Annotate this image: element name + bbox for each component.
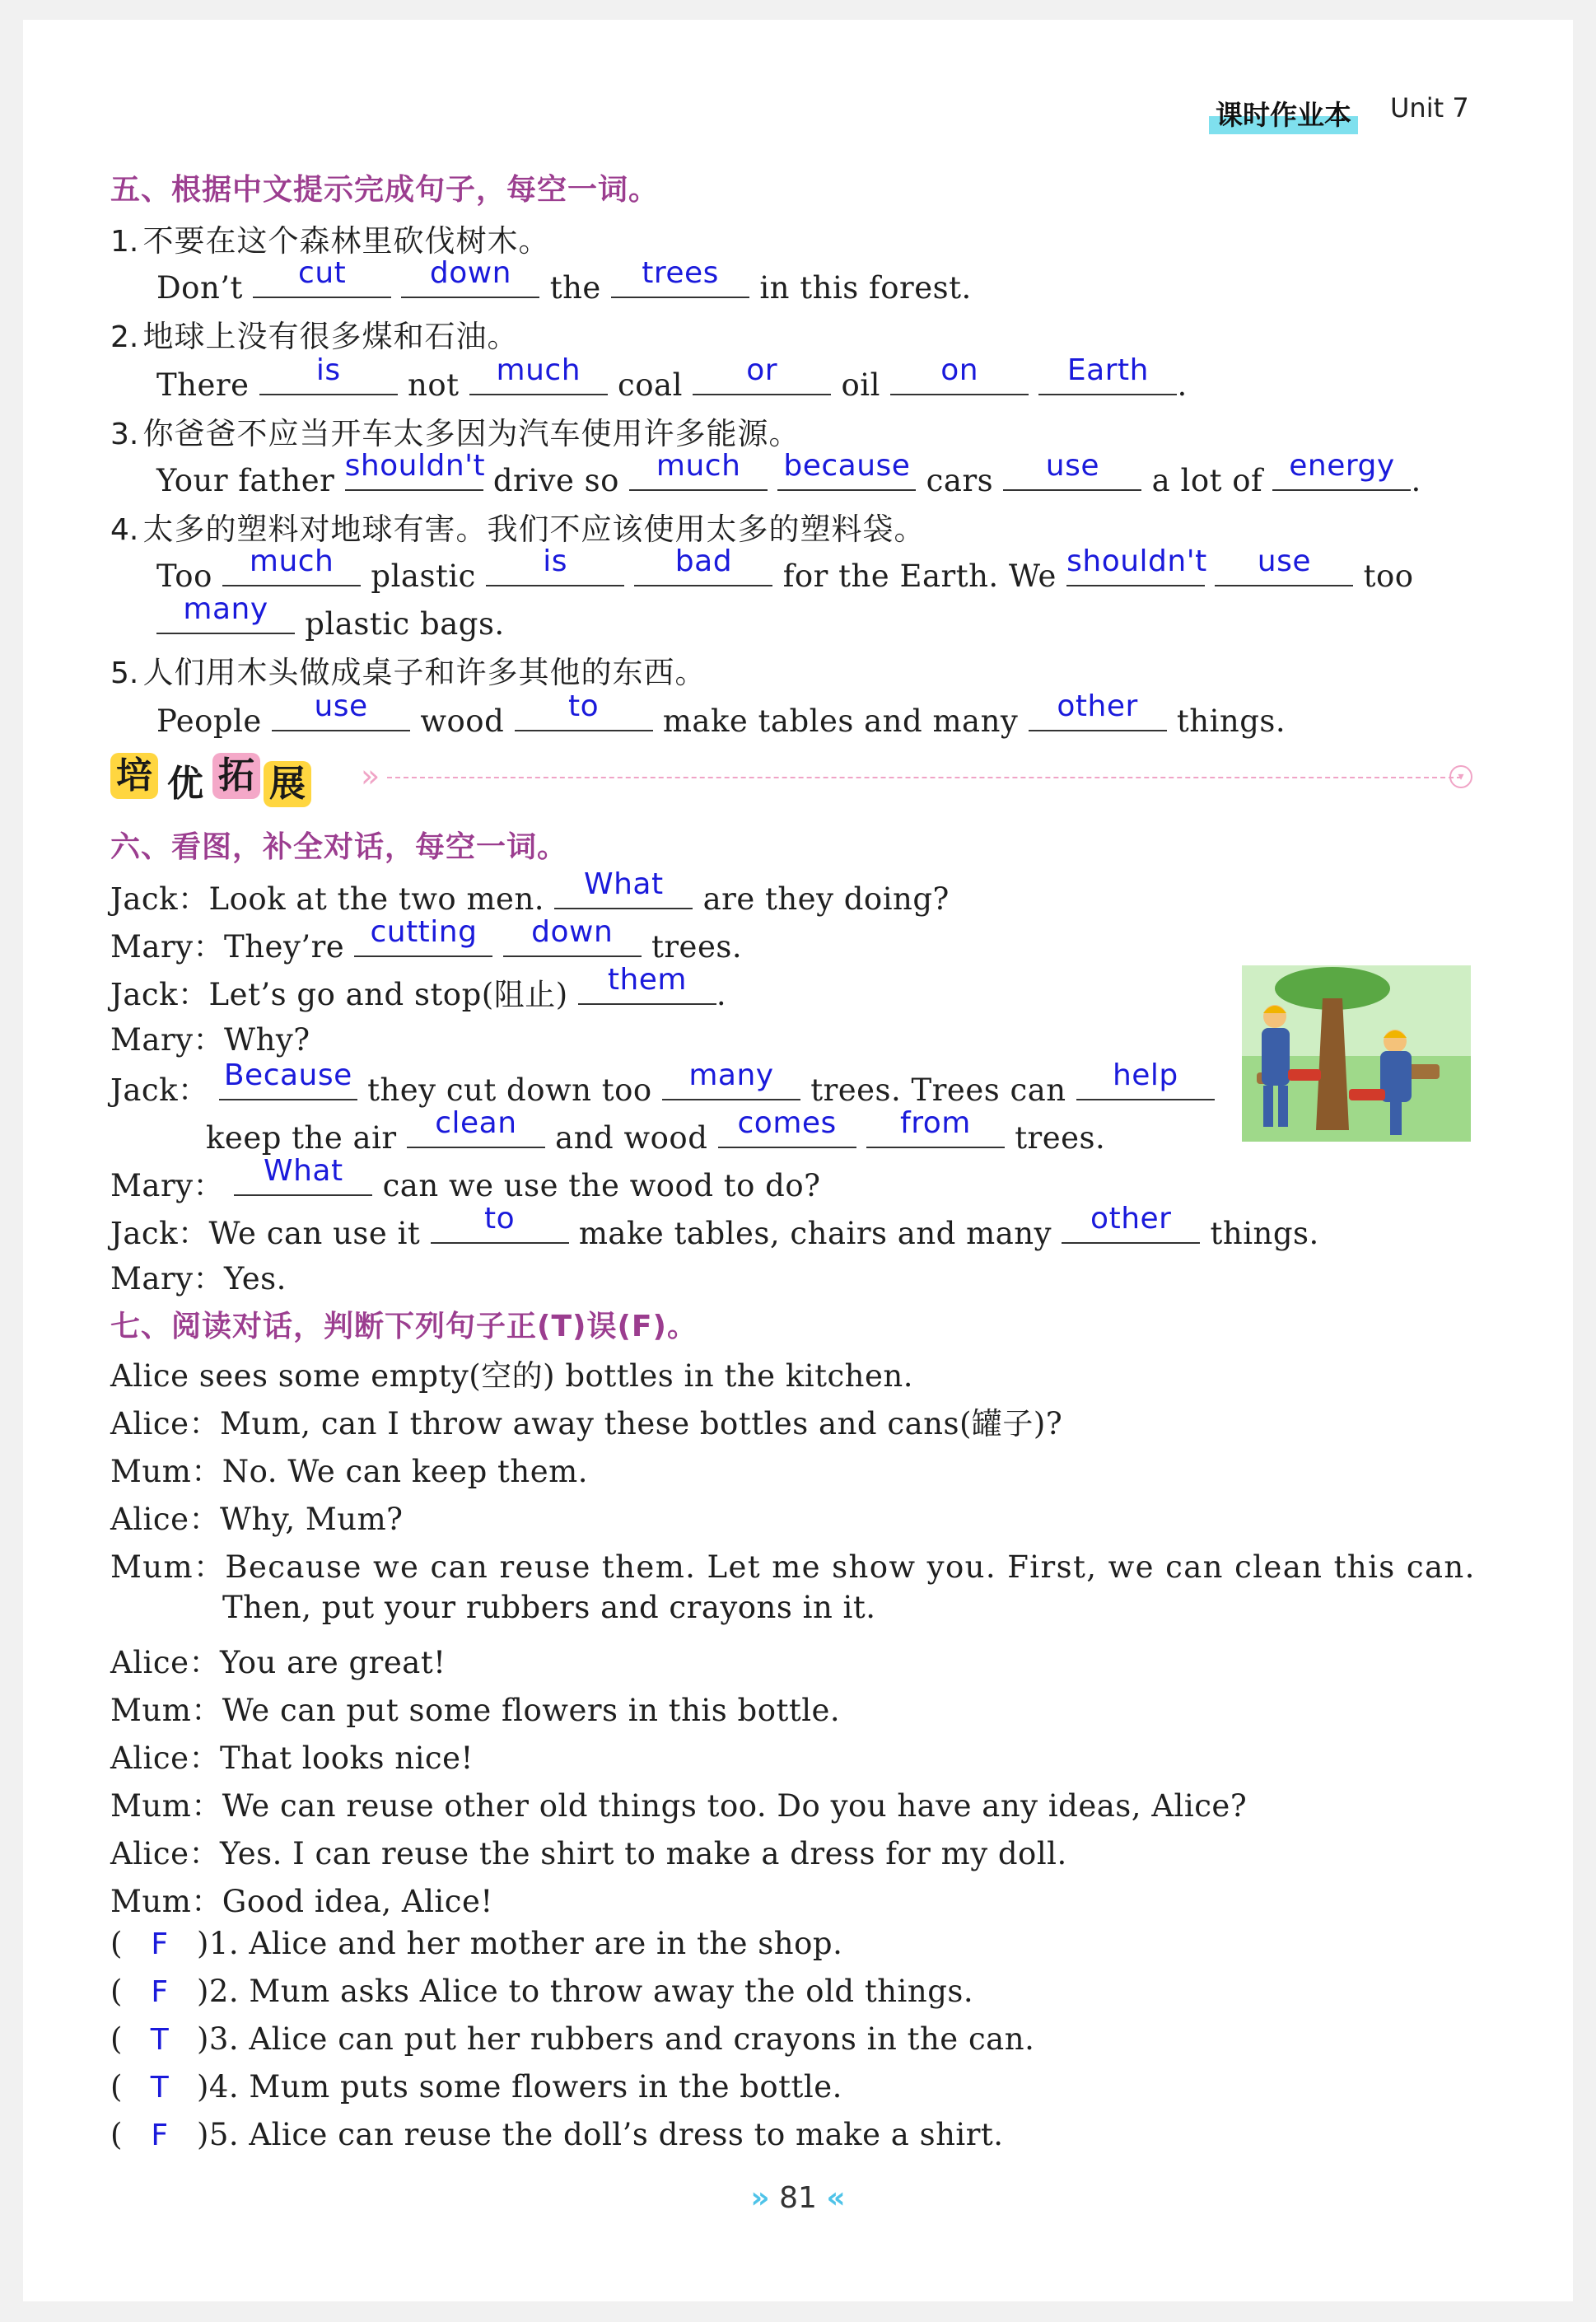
answer-blank[interactable]	[1062, 1202, 1200, 1244]
answer-text: comes	[737, 1106, 837, 1140]
answer-blank[interactable]	[1215, 544, 1353, 586]
answer-blank[interactable]	[554, 867, 693, 909]
answer-blank[interactable]	[259, 353, 398, 395]
answer-blank[interactable]	[1076, 1058, 1215, 1100]
tf-answer[interactable]: F	[151, 1975, 169, 2009]
answer-text: because	[783, 449, 911, 483]
section-banner	[110, 753, 315, 805]
answer-text: cutting	[370, 915, 478, 949]
dialog-line: Mum：No. We can keep them.	[110, 1454, 588, 1489]
answer-text: them	[607, 963, 687, 997]
answer-text: What	[584, 867, 664, 901]
answer-text: to	[567, 689, 600, 723]
banner-char: 展	[264, 761, 311, 807]
answer-text: Earth	[1066, 353, 1149, 387]
answer-text: many	[183, 592, 268, 626]
answer-blank[interactable]	[611, 256, 749, 298]
answer-text: bad	[674, 544, 733, 578]
item-number: 1.	[110, 225, 139, 259]
answer-blank[interactable]	[503, 915, 642, 957]
answer-blank[interactable]	[693, 353, 831, 395]
answer-blank[interactable]	[234, 1154, 372, 1196]
page-number	[0, 2181, 1596, 2215]
answer-blank[interactable]	[662, 1058, 800, 1100]
answer-text: use	[314, 689, 368, 723]
dialog-line: Alice：Why, Mum?	[110, 1502, 404, 1537]
answer-text: much	[249, 544, 334, 578]
s5-item-1-en	[156, 256, 972, 306]
judge-item-2: ( F )2. Mum asks Alice to throw away the old things.	[110, 1974, 974, 2009]
answer-text: down	[531, 915, 614, 949]
banner-arrows-icon: »	[361, 758, 380, 794]
answer-text: energy	[1289, 449, 1395, 483]
s6-line-9: Mary：Yes.	[110, 1261, 287, 1296]
dialog-line: Mum：Good idea, Alice!	[110, 1884, 493, 1919]
answer-text: trees	[642, 256, 719, 290]
answer-text: Because	[223, 1058, 352, 1092]
answer-blank[interactable]	[1029, 689, 1167, 731]
section-5-title: 五、根据中文提示完成句子，每空一词。	[110, 173, 660, 207]
s5-item-4-en-line2: many plastic bags.	[156, 596, 505, 642]
answer-blank[interactable]	[1272, 449, 1411, 491]
answer-blank[interactable]	[272, 689, 410, 731]
answer-blank[interactable]	[578, 963, 716, 1005]
page-number-value: 81	[779, 2181, 817, 2215]
judge-item-3: ( T )3. Alice can put her rubbers and crayons in the can.	[110, 2021, 1035, 2057]
answer-text: shouldn't	[1066, 544, 1207, 578]
s5-item-4-cn: 4. 太多的塑料对地球有害。我们不应该使用太多的塑料袋。	[110, 512, 926, 547]
answer-text: down	[429, 256, 511, 290]
answer-text: cut	[298, 256, 347, 290]
s6-line-6: keep the air clean and wood comes from trees.	[206, 1106, 1106, 1156]
answer-text: shouldn't	[344, 449, 486, 483]
answer-text: is	[543, 544, 568, 578]
answer-blank[interactable]	[407, 1106, 545, 1148]
answer-blank[interactable]	[469, 353, 608, 395]
text: in this forest.	[759, 270, 972, 306]
section-7-title: 七、阅读对话，判断下列句子正(T)误(F)。	[110, 1310, 698, 1343]
answer-blank[interactable]	[401, 256, 539, 298]
answer-text: other	[1090, 1202, 1172, 1236]
dialog-line: Alice：That looks nice!	[110, 1740, 474, 1776]
answer-blank[interactable]	[718, 1106, 856, 1148]
answer-blank[interactable]	[253, 256, 391, 298]
dialog-line: Mum：We can put some flowers in this bottle.	[110, 1693, 841, 1728]
worker-leg	[1278, 1086, 1288, 1127]
s5-item-4-en-line1: Too much plastic is bad for the Earth. We shouldn't use too	[156, 544, 1414, 594]
tf-answer[interactable]: F	[151, 1927, 169, 1961]
banner-dashed-divider	[387, 777, 1462, 778]
s5-item-5-en: People use wood to make tables and many other things.	[156, 689, 1286, 739]
judge-item-5: ( F )5. Alice can reuse the doll’s dress to make a shirt.	[110, 2117, 1004, 2152]
s6-line-7: Mary： What can we use the wood to do?	[110, 1154, 821, 1203]
tf-answer[interactable]: T	[150, 2071, 170, 2105]
s6-line-2: Mary：They’re cutting down trees.	[110, 915, 743, 965]
answer-blank[interactable]	[777, 449, 916, 491]
answer-text: use	[1257, 544, 1311, 578]
s5-item-2-cn: 2. 地球上没有很多煤和石油。	[110, 319, 519, 354]
answer-blank[interactable]	[222, 544, 361, 586]
s5-item-2-en: There is not much coal or oil on Earth .	[156, 353, 1188, 403]
answer-blank[interactable]	[1038, 353, 1177, 395]
text: the	[549, 270, 601, 306]
chainsaw-icon	[1288, 1069, 1321, 1081]
text: Don’t	[156, 270, 243, 306]
section-6-title: 六、看图，补全对话，每空一词。	[110, 830, 568, 864]
dialog-line: Mum：We can reuse other old things too. Do you have any ideas, Alice?	[110, 1788, 1248, 1824]
answer-text: What	[264, 1154, 343, 1188]
dialog-line: Alice：You are great!	[110, 1645, 446, 1680]
banner-end-icon: ▾	[1449, 765, 1472, 788]
answer-blank[interactable]	[486, 544, 624, 586]
banner-char: 培	[110, 753, 158, 799]
answer-text: many	[688, 1058, 774, 1092]
s5-item-1-cn	[110, 216, 549, 260]
judge-item-1: ( F )1. Alice and her mother are in the shop.	[110, 1926, 843, 1961]
worker-body	[1262, 1028, 1290, 1086]
answer-text: clean	[435, 1106, 517, 1140]
answer-text: much	[656, 449, 741, 483]
answer-blank[interactable]	[344, 449, 486, 491]
answer-blank[interactable]	[1003, 449, 1141, 491]
answer-text: to	[483, 1202, 516, 1236]
tf-answer[interactable]: F	[151, 2119, 169, 2152]
banner-char: 优	[167, 763, 203, 805]
answer-blank[interactable]	[219, 1058, 357, 1100]
chinese-prompt: 不要在这个森林里砍伐树木。	[142, 223, 550, 259]
header-book-title: 课时作业本	[1209, 94, 1358, 134]
answer-text: is	[315, 353, 341, 387]
answer-text: help	[1112, 1058, 1178, 1092]
answer-text: other	[1057, 689, 1138, 723]
s6-line-4: Mary：Why?	[110, 1022, 310, 1058]
s5-item-3-en: Your father shouldn't drive so much because cars use a lot of energy .	[156, 449, 1421, 498]
header-unit-label: Unit 7	[1390, 92, 1469, 124]
answer-text: from	[900, 1106, 971, 1140]
answer-blank[interactable]	[1066, 544, 1207, 586]
tf-answer[interactable]: T	[150, 2023, 170, 2057]
answer-text: much	[496, 353, 581, 387]
dialog-line: Alice：Mum, can I throw away these bottles and cans(罐子)?	[110, 1406, 1063, 1441]
answer-text: use	[1045, 449, 1100, 483]
answer-blank[interactable]	[354, 915, 492, 957]
s5-item-3-cn: 3. 你爸爸不应当开车太多因为汽车使用许多能源。	[110, 416, 800, 451]
s6-line-3: Jack：Let’s go and stop(阻止) them .	[110, 963, 727, 1012]
dialog-line: Mum：Because we can reuse them. Let me show you. First, we can clean this can.	[110, 1549, 1476, 1585]
chainsaw-icon	[1349, 1089, 1385, 1100]
s6-line-1: Jack：Look at the two men. What are they doing?	[110, 867, 950, 917]
dialog-line: Then, put your rubbers and crayons in it.	[222, 1590, 876, 1625]
s5-item-5-cn: 5. 人们用木头做成桌子和许多其他的东西。	[110, 655, 707, 690]
answer-text: on	[940, 353, 979, 387]
answer-blank[interactable]	[629, 449, 768, 491]
banner-char: 拓	[212, 753, 260, 799]
dialog-line: Alice sees some empty(空的) bottles in the kitchen.	[110, 1358, 913, 1394]
dialog-line: Alice：Yes. I can reuse the shirt to make a dress for my doll.	[110, 1836, 1067, 1871]
answer-blank[interactable]	[431, 1202, 569, 1244]
answer-blank[interactable]	[890, 353, 1029, 395]
s6-line-8: Jack：We can use it to make tables, chairs and many other things.	[110, 1202, 1319, 1251]
answer-text: or	[746, 353, 778, 387]
tree-cutting-illustration	[1242, 965, 1471, 1142]
answer-blank[interactable]	[634, 544, 772, 586]
worker-leg	[1390, 1102, 1402, 1135]
s6-line-5: Jack： Because they cut down too many trees. Trees can help	[110, 1063, 1215, 1110]
chevron-left-icon: «	[826, 2181, 846, 2215]
answer-blank[interactable]	[515, 689, 653, 731]
answer-blank[interactable]	[156, 592, 295, 634]
answer-blank[interactable]	[866, 1106, 1005, 1148]
chevron-right-icon: »	[750, 2181, 770, 2215]
judge-item-4: ( T )4. Mum puts some flowers in the bottle.	[110, 2069, 842, 2105]
worker-leg	[1263, 1086, 1273, 1127]
